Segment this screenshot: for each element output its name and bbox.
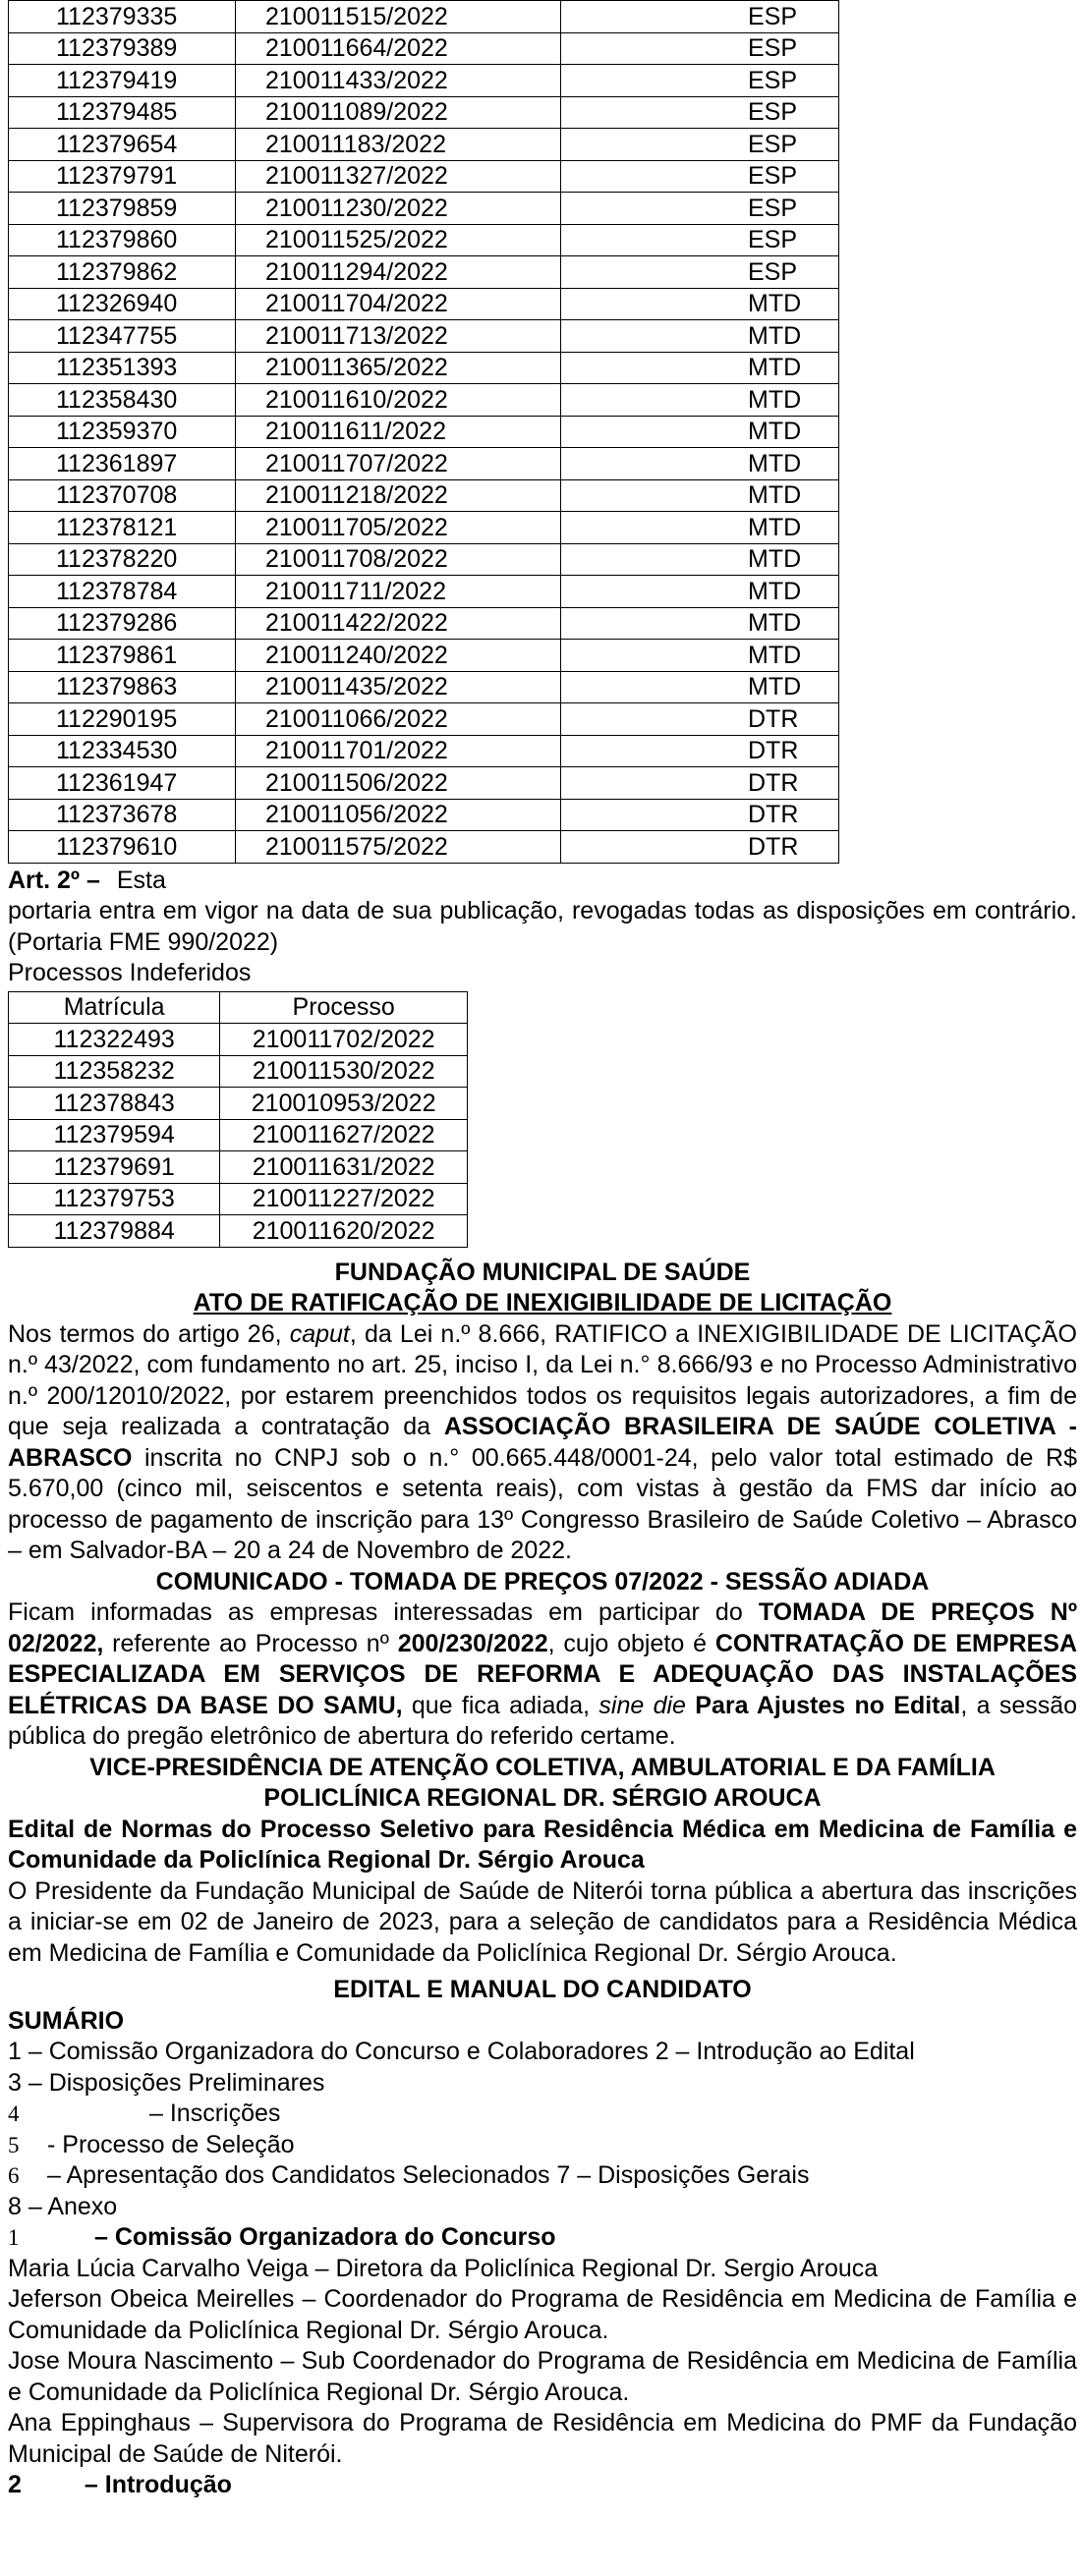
processo-cell: 210011089/2022 (236, 96, 561, 129)
art2-first-line (8, 866, 1077, 897)
status-cell: ESP (561, 224, 839, 256)
status-cell: ESP (561, 193, 839, 225)
s4-num: 4 (8, 2101, 20, 2126)
status-cell: ESP (561, 96, 839, 129)
status-cell: MTD (561, 640, 839, 672)
table-row (9, 1024, 468, 1056)
processo-cell: 210011515/2022 (236, 1, 561, 33)
processo-cell: 210011664/2022 (236, 32, 561, 65)
status-cell: MTD (561, 448, 839, 480)
processo-cell: 210011433/2022 (236, 65, 561, 97)
matricula-cell: 112379610 (9, 831, 236, 864)
status-cell: MTD (561, 543, 839, 576)
table-row (9, 1, 839, 33)
fms-text-b: , da Lei n.º 8.666, RATIFICO a INEXIGIBILIDADE DE LICITAÇÃO n.º 43/2022, com fundamento no art. 25, inciso I, da Lei n.° 8.666/93 e no Processo Administrativo n.º 200/12010/2022, por estarem preenchidos todos os requisitos legais autorizadores, a fim de que seja realizada a contratação da (8, 1319, 1077, 1440)
status-cell: ESP (561, 1, 839, 33)
matricula-cell: 112358430 (9, 384, 236, 417)
matricula-cell: 112326940 (9, 288, 236, 320)
fms-paragraph (8, 1319, 1077, 1567)
com-f: CONTRATAÇÃO DE EMPRESA ESPECIALIZADA EM SERVIÇOS DE REFORMA E ADEQUAÇÃO DAS INSTALAÇÕES ELÉTRICAS DA BASE DO SAMU, (8, 1629, 1078, 1719)
matricula-cell: 112361897 (9, 448, 236, 480)
com-a: Ficam informadas as empresas interessadas em participar do (8, 1598, 759, 1626)
denied-processes-table (8, 991, 468, 1248)
com-h: sine die (598, 1691, 686, 1719)
table-row (9, 352, 839, 384)
fms-text-a: Nos termos do artigo 26, (8, 1319, 290, 1348)
processo-cell: 210011708/2022 (236, 543, 561, 576)
matricula-cell: 112379862 (9, 256, 236, 289)
table-row (9, 703, 839, 736)
status-cell: ESP (561, 129, 839, 161)
table-row (9, 735, 839, 767)
matricula-cell: 112379884 (9, 1215, 220, 1248)
processo-cell: 210011631/2022 (220, 1151, 468, 1184)
matricula-cell: 112378121 (9, 512, 236, 544)
comunicado-paragraph (8, 1597, 1077, 1753)
status-cell: ESP (561, 160, 839, 193)
processo-cell: 210011227/2022 (220, 1183, 468, 1215)
processo-cell: 210011506/2022 (236, 767, 561, 800)
h2-text: – Introdução (84, 2471, 232, 2498)
com-j: Para Ajustes no Edital (695, 1691, 961, 1719)
matricula-cell: 112359370 (9, 416, 236, 448)
processo-cell: 210011056/2022 (236, 799, 561, 831)
status-cell: ESP (561, 65, 839, 97)
status-cell: MTD (561, 512, 839, 544)
matricula-cell: 112379419 (9, 65, 236, 97)
status-cell: DTR (561, 735, 839, 767)
processo-cell: 210011704/2022 (236, 288, 561, 320)
fms-title: FUNDAÇÃO MUNICIPAL DE SAÚDE (334, 1258, 751, 1286)
status-cell: DTR (561, 703, 839, 736)
section2-heading (8, 2470, 1077, 2501)
table-row (9, 1215, 468, 1248)
com-c: referente ao Processo nº (103, 1629, 398, 1657)
member-2: Jeferson Obeica Meirelles – Coordenador do Programa de Residência em Medicina de Família e Comunidade da Policlínica Regional Dr. Sérgio Arouca. (8, 2285, 1077, 2344)
table-row (9, 543, 839, 576)
member-1: Maria Lúcia Carvalho Veiga – Diretora da Policlínica Regional Dr. Sergio Arouca (8, 2254, 879, 2282)
policlinica-title: POLICLÍNICA REGIONAL DR. SÉRGIO AROUCA (263, 1784, 822, 1812)
table-row (9, 767, 839, 800)
member-3: Jose Moura Nascimento – Sub Coordenador do Programa de Residência em Medicina de Família e Comunidade da Policlínica Regional Dr. Sérgio Arouca. (8, 2347, 1077, 2406)
matricula-cell: 112373678 (9, 799, 236, 831)
com-d: 200/230/2022 (397, 1629, 548, 1657)
table-row (9, 448, 839, 480)
com-k: , a sessão pública do pregão eletrônico de abertura do referido certame. (8, 1691, 1078, 1750)
table-row (9, 65, 839, 97)
comunicado-title: COMUNICADO - TOMADA DE PREÇOS 07/2022 - SESSÃO ADIADA (155, 1567, 930, 1596)
matricula-cell: 112334530 (9, 735, 236, 767)
com-b: TOMADA DE PREÇOS Nº 02/2022, (8, 1598, 1077, 1657)
processo-cell: 210011240/2022 (236, 640, 561, 672)
table-row (9, 1151, 468, 1184)
document-page (8, 0, 1077, 2501)
h1-text: – Comissão Organizadora do Concurso (94, 2223, 556, 2251)
status-cell: ESP (561, 32, 839, 65)
matricula-cell: 112379753 (9, 1183, 220, 1215)
fms-abrasco: ASSOCIAÇÃO BRASILEIRA DE SAÚDE COLETIVA - ABRASCO (8, 1413, 1077, 1472)
processo-cell: 210011575/2022 (236, 831, 561, 864)
processo-cell: 210011327/2022 (236, 160, 561, 193)
h1-num: 1 (8, 2225, 20, 2250)
matricula-cell: 112379335 (9, 1, 236, 33)
processo-cell: 210010953/2022 (220, 1088, 468, 1120)
matricula-cell: 112379654 (9, 129, 236, 161)
header-matricula: Matrícula (9, 991, 220, 1024)
processo-cell: 210011218/2022 (236, 479, 561, 512)
status-cell: MTD (561, 416, 839, 448)
matricula-cell: 112379485 (9, 96, 236, 129)
status-cell: MTD (561, 384, 839, 417)
processo-cell: 210011183/2022 (236, 129, 561, 161)
processo-cell: 210011701/2022 (236, 735, 561, 767)
matricula-cell: 112378784 (9, 576, 236, 608)
matricula-cell: 112379863 (9, 671, 236, 703)
processo-cell: 210011707/2022 (236, 448, 561, 480)
matricula-cell: 112290195 (9, 703, 236, 736)
edital-intro: O Presidente da Fundação Municipal de Saúde de Niterói torna pública a abertura das inscrições a iniciar-se em 02 de Janeiro de 2023, para a seleção de candidatos para a Residência Médica em Medicina de Família e Comunidade da Policlínica Regional Dr. Sérgio Arouca. (8, 1876, 1077, 1967)
section1-heading (8, 2222, 1077, 2254)
fms-caput: caput (289, 1319, 350, 1348)
matricula-cell: 112378843 (9, 1088, 220, 1120)
table-row (9, 671, 839, 703)
processo-cell: 210011627/2022 (220, 1119, 468, 1151)
com-i (686, 1692, 695, 1719)
status-cell: DTR (561, 831, 839, 864)
h2-num: 2 (8, 2471, 22, 2498)
processo-cell: 210011365/2022 (236, 352, 561, 384)
com-g: que fica adiada, (402, 1691, 599, 1719)
table-row (9, 288, 839, 320)
table-row (9, 1183, 468, 1215)
matricula-cell: 112370708 (9, 479, 236, 512)
matricula-cell: 112379860 (9, 224, 236, 256)
sumario-item-6 (8, 2160, 1077, 2192)
table-row (9, 640, 839, 672)
table-header-row (9, 991, 468, 1024)
table-row (9, 799, 839, 831)
s5-num: 5 (8, 2132, 20, 2157)
processo-cell: 210011230/2022 (236, 193, 561, 225)
table-row (9, 32, 839, 65)
approved-processes-table (8, 0, 839, 864)
matricula-cell: 112361947 (9, 767, 236, 800)
processo-cell: 210011620/2022 (220, 1215, 468, 1248)
processo-cell: 210011525/2022 (236, 224, 561, 256)
s5-text: - Processo de Seleção (47, 2130, 295, 2158)
matricula-cell: 112379286 (9, 607, 236, 640)
table-row (9, 96, 839, 129)
art2-text: portaria entra em vigor na data de sua publicação, revogadas todas as disposições em contrário. (Portaria FME 990/2022) (8, 897, 1077, 956)
table-row (9, 224, 839, 256)
processo-cell: 210011610/2022 (236, 384, 561, 417)
processo-cell: 210011066/2022 (236, 703, 561, 736)
status-cell: MTD (561, 607, 839, 640)
table-row (9, 193, 839, 225)
matricula-cell: 112379594 (9, 1119, 220, 1151)
matricula-cell: 112379691 (9, 1151, 220, 1184)
table-row (9, 160, 839, 193)
status-cell: MTD (561, 320, 839, 353)
table-row (9, 384, 839, 417)
processo-cell: 210011435/2022 (236, 671, 561, 703)
table-row (9, 1088, 468, 1120)
status-cell: MTD (561, 671, 839, 703)
table-row (9, 1055, 468, 1088)
fms-text-c: inscrita no CNPJ sob o n.° 00.665.448/0001-24, pelo valor total estimado de R$ 5.670,00 (cinco mil, seiscentos e setenta reais), com vistas à gestão da FMS dar início ao processo de pagamento de inscrição para 13º Congresso Brasileiro de Saúde Coletivo – Abrasco – em Salvador-BA – 20 a 24 de Novembro de 2022. (8, 1443, 1077, 1564)
processo-cell: 210011702/2022 (220, 1024, 468, 1056)
table-row (9, 479, 839, 512)
matricula-cell: 112378220 (9, 543, 236, 576)
status-cell: MTD (561, 576, 839, 608)
table-row (9, 320, 839, 353)
status-cell: DTR (561, 799, 839, 831)
s6-text: – Apresentação dos Candidatos Selecionados 7 – Disposições Gerais (47, 2161, 810, 2189)
processo-cell: 210011713/2022 (236, 320, 561, 353)
processo-cell: 210011530/2022 (220, 1055, 468, 1088)
status-cell: ESP (561, 256, 839, 289)
matricula-cell: 112379389 (9, 32, 236, 65)
table-row (9, 416, 839, 448)
matricula-cell: 112379791 (9, 160, 236, 193)
sumario-item-4 (8, 2099, 1077, 2130)
sumario-title: SUMÁRIO (8, 2006, 125, 2035)
matricula-cell: 112351393 (9, 352, 236, 384)
indeferidos-title: Processos Indeferidos (8, 959, 252, 986)
status-cell: MTD (561, 479, 839, 512)
sumario-item-8: 8 – Anexo (8, 2192, 118, 2220)
art2-word: Esta (116, 866, 166, 894)
processo-cell: 210011705/2022 (236, 512, 561, 544)
table-row (9, 256, 839, 289)
fms-subtitle: ATO DE RATIFICAÇÃO DE INEXIGIBILIDADE DE LICITAÇÃO (193, 1289, 892, 1316)
status-cell: MTD (561, 352, 839, 384)
table-row (9, 831, 839, 864)
processo-cell: 210011711/2022 (236, 576, 561, 608)
header-processo: Processo (220, 991, 468, 1024)
processo-cell: 210011611/2022 (236, 416, 561, 448)
matricula-cell: 112358232 (9, 1055, 220, 1088)
processo-cell: 210011422/2022 (236, 607, 561, 640)
sumario-item-3: 3 – Disposições Preliminares (8, 2068, 325, 2097)
table-row (9, 607, 839, 640)
matricula-cell: 112379859 (9, 193, 236, 225)
com-e: , cujo objeto é (547, 1629, 715, 1657)
member-4: Ana Eppinghaus – Supervisora do Programa de Residência em Medicina do PMF da Fundação Municipal de Saúde de Niterói. (8, 2409, 1077, 2468)
matricula-cell: 112322493 (9, 1024, 220, 1056)
matricula-cell: 112379861 (9, 640, 236, 672)
sumario-item-1: 1 – Comissão Organizadora do Concurso e Colaboradores 2 – Introdução ao Edital (8, 2038, 915, 2065)
status-cell: MTD (561, 288, 839, 320)
art2-label: Art. 2º – (8, 866, 100, 894)
table-row (9, 576, 839, 608)
s4-text: – Inscrições (149, 2100, 281, 2127)
table-row (9, 512, 839, 544)
manual-title: EDITAL E MANUAL DO CANDIDATO (333, 1976, 752, 2003)
vp-title: VICE-PRESIDÊNCIA DE ATENÇÃO COLETIVA, AMBULATORIAL E DA FAMÍLIA (89, 1753, 996, 1781)
table-row (9, 1119, 468, 1151)
sumario-item-5 (8, 2130, 1077, 2161)
matricula-cell: 112347755 (9, 320, 236, 353)
status-cell: DTR (561, 767, 839, 800)
processo-cell: 210011294/2022 (236, 256, 561, 289)
s6-num: 6 (8, 2163, 20, 2188)
edital-heading: Edital de Normas do Processo Seletivo para Residência Médica em Medicina de Família e Comunidade da Policlínica Regional Dr. Sérgio Arouca (8, 1815, 1077, 1874)
table-row (9, 129, 839, 161)
